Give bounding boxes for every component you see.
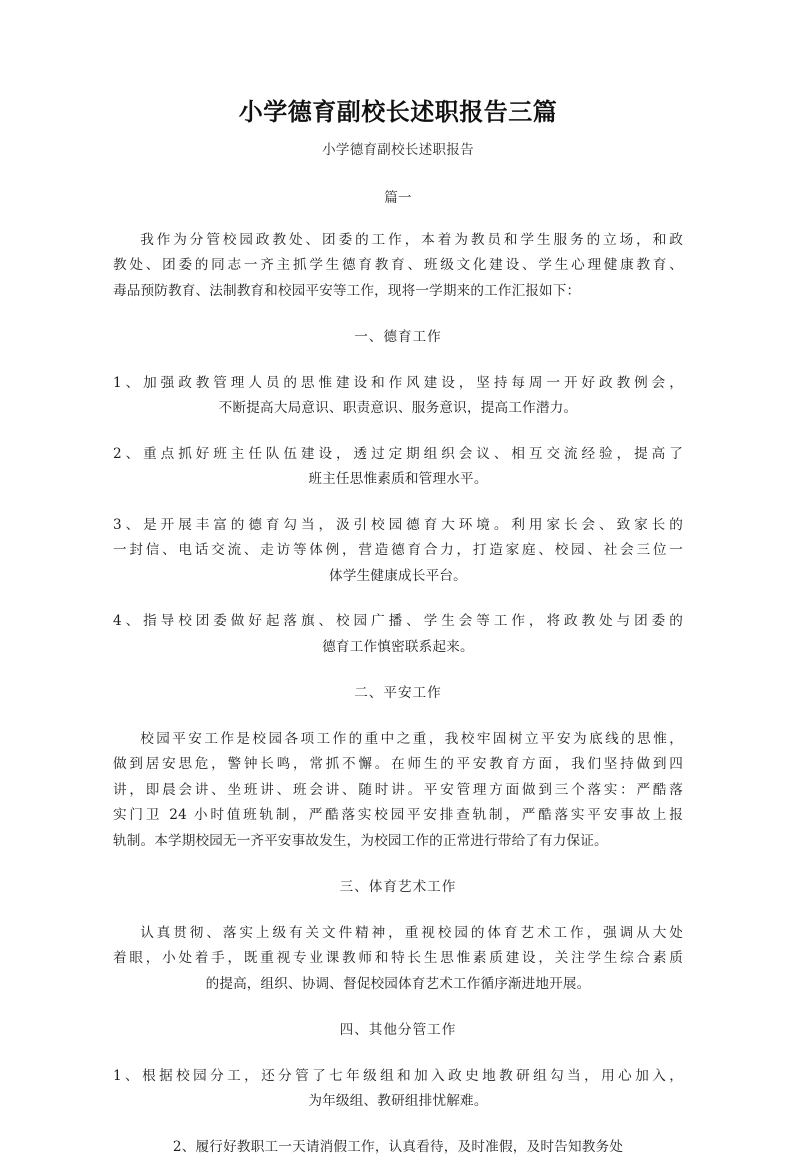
section3-line-3: 的提高，组织、协调、督促校园体育艺术工作循序渐进地开展。 <box>205 975 591 992</box>
document-subtitle: 小学德育副校长述职报告 <box>322 142 474 159</box>
document-content <box>113 0 683 1160</box>
intro-line-2: 教处、团委的同志一齐主抓学生德育教育、班级文化建设、学生心理健康教育、 <box>113 257 683 274</box>
section2-line-4: 实门卫 24 小时值班轨制，严酷落实校园平安排查轨制，严酷落实平安事故上报 <box>113 807 683 824</box>
section-heading-4: 四、其他分管工作 <box>339 1022 457 1039</box>
section2-paragraph <box>113 707 683 855</box>
section1-item-1 <box>113 351 683 422</box>
section1-item-3 <box>113 493 683 590</box>
section-heading-2: 二、平安工作 <box>354 685 442 702</box>
section3-paragraph <box>113 901 683 998</box>
section3-line-2: 着眼，小处着手，既重视专业课教师和特长生思惟素质建设，关注学生综合素质 <box>113 950 683 967</box>
page-title: 小学德育副校长述职报告三篇 <box>238 97 558 126</box>
intro-line-1: 我作为分管校园政教处、团委的工作，本着为教员和学生服务的立场，和政 <box>140 231 683 248</box>
section1-item-4-line-2: 德育工作慎密联系起来。 <box>322 638 474 655</box>
section2-line-2: 做到居安思危，警钟长鸣，常抓不懈。在师生的平安教育方面，我们坚持做到四 <box>113 756 683 773</box>
section2-line-5: 轨制。本学期校园无一齐平安事故发生，为校园工作的正常进行带给了有力保证。 <box>113 832 608 849</box>
section1-item-4 <box>113 589 683 660</box>
section1-item-3-line-1: 3、是开展丰富的德育勾当，汲引校园德育大环境。利用家长会、致家长的 <box>113 516 683 533</box>
section1-item-2-line-2: 班主任思惟素质和管理水平。 <box>308 471 488 488</box>
section1-item-3-line-2: 一封信、电话交流、走访等体例，营造德育合力，打造家庭、校园、社会三位一 <box>113 542 683 559</box>
section1-item-1-line-2: 不断提高大局意识、职责意识、服务意识，提高工作潜力。 <box>218 400 578 417</box>
section-heading-3: 三、体育艺术工作 <box>339 879 457 896</box>
section4-item-1-line-2: 为年级组、教研组排忧解难。 <box>308 1093 488 1110</box>
section4-item-1 <box>113 1044 683 1115</box>
section3-line-1: 认真贯彻、落实上级有关文件精神，重视校园的体育艺术工作，强调从大处 <box>140 924 683 941</box>
section2-line-3: 讲，即晨会讲、坐班讲、班会讲、随时讲。平安管理方面做到三个落实：严酷落 <box>113 781 683 798</box>
part-label: 篇一 <box>384 189 412 206</box>
section1-item-2 <box>113 422 683 493</box>
section1-item-4-line-1: 4、指导校团委做好起落旗、校园广播、学生会等工作，将政教处与团委的 <box>113 613 683 630</box>
section2-line-1: 校园平安工作是校园各项工作的重中之重，我校牢固树立平安为底线的思惟， <box>140 730 683 747</box>
section1-item-2-line-1: 2、重点抓好班主任队伍建设，透过定期组织会议、相互交流经验，提高了 <box>113 445 683 462</box>
intro-line-3: 毒品预防教育、法制教育和校园平安等工作，现将一学期来的工作汇报如下： <box>113 282 581 299</box>
section1-item-1-line-1: 1、加强政教管理人员的思惟建设和作风建设，坚持每周一开好政教例会， <box>113 374 683 391</box>
section4-item-2-line-1: 2、履行好教职工一天请消假工作，认真看待，及时准假，及时告知教务处 <box>172 1138 624 1155</box>
section-heading-1: 一、德育工作 <box>354 329 442 346</box>
section1-item-3-line-3: 体学生健康成长平台。 <box>329 567 467 584</box>
intro-paragraph <box>113 208 683 305</box>
section4-item-1-line-1: 1、根据校园分工，还分管了七年级组和加入政史地教研组勾当，用心加入， <box>113 1067 683 1084</box>
